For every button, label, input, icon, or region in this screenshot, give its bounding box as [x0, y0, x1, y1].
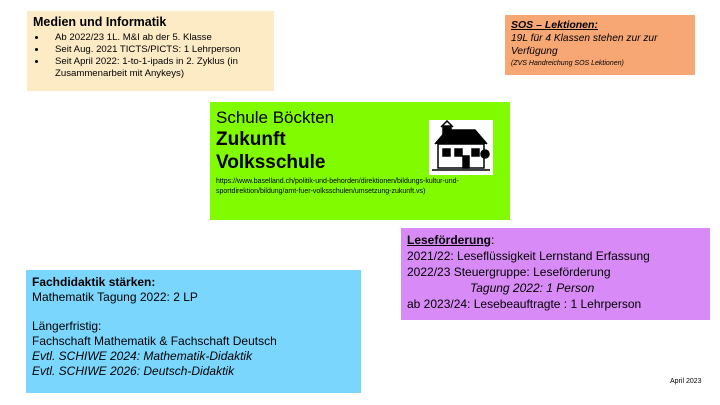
fach-spacer — [32, 305, 355, 319]
media-bullet-list — [33, 32, 268, 80]
sos-body: 19L für 4 Klassen stehen zur zur Verfügung — [511, 33, 658, 57]
school-heading-line1: Zukunft — [216, 129, 286, 150]
sos-title: SOS – Lektionen: — [511, 19, 598, 31]
school-house-icon — [429, 120, 493, 175]
fach-line-italic: Evtl. SCHIWE 2024: Mathematik-Didaktik — [32, 349, 253, 363]
fach-line: Mathematik Tagung 2022: 2 LP — [32, 290, 198, 304]
lese-line: 2021/22: Leseflüssigkeit Lernstand Erfassung — [407, 249, 650, 263]
school-house-drawing — [429, 120, 493, 175]
lese-title-text: Leseförderung — [407, 233, 492, 247]
media-title: Medien und Informatik — [33, 15, 167, 29]
slide-date: April 2023 — [670, 378, 702, 385]
lese-line: ab 2023/24: Lesebeauftragte : 1 Lehrperson — [407, 297, 642, 311]
media-informatik-box — [27, 11, 274, 91]
lese-title — [407, 232, 704, 248]
fachdidaktik-box — [26, 270, 361, 393]
sos-lektionen-box — [505, 15, 695, 75]
lese-line: 2022/23 Steuergruppe: Leseförderung — [407, 265, 611, 279]
lese-title-colon: : — [491, 233, 495, 247]
fach-title: Fachdidaktik stärken: — [32, 275, 156, 289]
lesefoerderung-box — [401, 228, 710, 320]
school-name: Schule Böckten — [216, 108, 335, 127]
lese-line-indented: Tagung 2022: 1 Person — [470, 281, 595, 295]
school-url: https://www.baselland.ch/politik-und-behorden/direktionen/bildungs-kultur-und-sportdirektion/bildung/amt-fuer-volksschulen/umsetzung-zukunft.vs) — [216, 178, 459, 195]
school-heading-line2: Volksschule — [216, 152, 326, 173]
fach-line: Längerfristig: — [32, 319, 102, 333]
fach-line: Fachschaft Mathematik & Fachschaft Deutsch — [32, 334, 277, 348]
media-bullet: • Ab 2022/23 1L. M&I ab der 5. Klasse — [47, 32, 268, 44]
media-bullet: • Seit April 2022: 1-to-1-ipads in 2. Zyklus (in Zusammenarbeit mit Anykeys) — [47, 56, 268, 80]
sos-note: (ZVS Handreichung SOS Lektionen) — [511, 60, 624, 67]
fach-line-italic: Evtl. SCHIWE 2026: Deutsch-Didaktik — [32, 364, 235, 378]
media-bullet: • Seit Aug. 2021 TICTS/PICTS: 1 Lehrperson — [47, 44, 268, 56]
